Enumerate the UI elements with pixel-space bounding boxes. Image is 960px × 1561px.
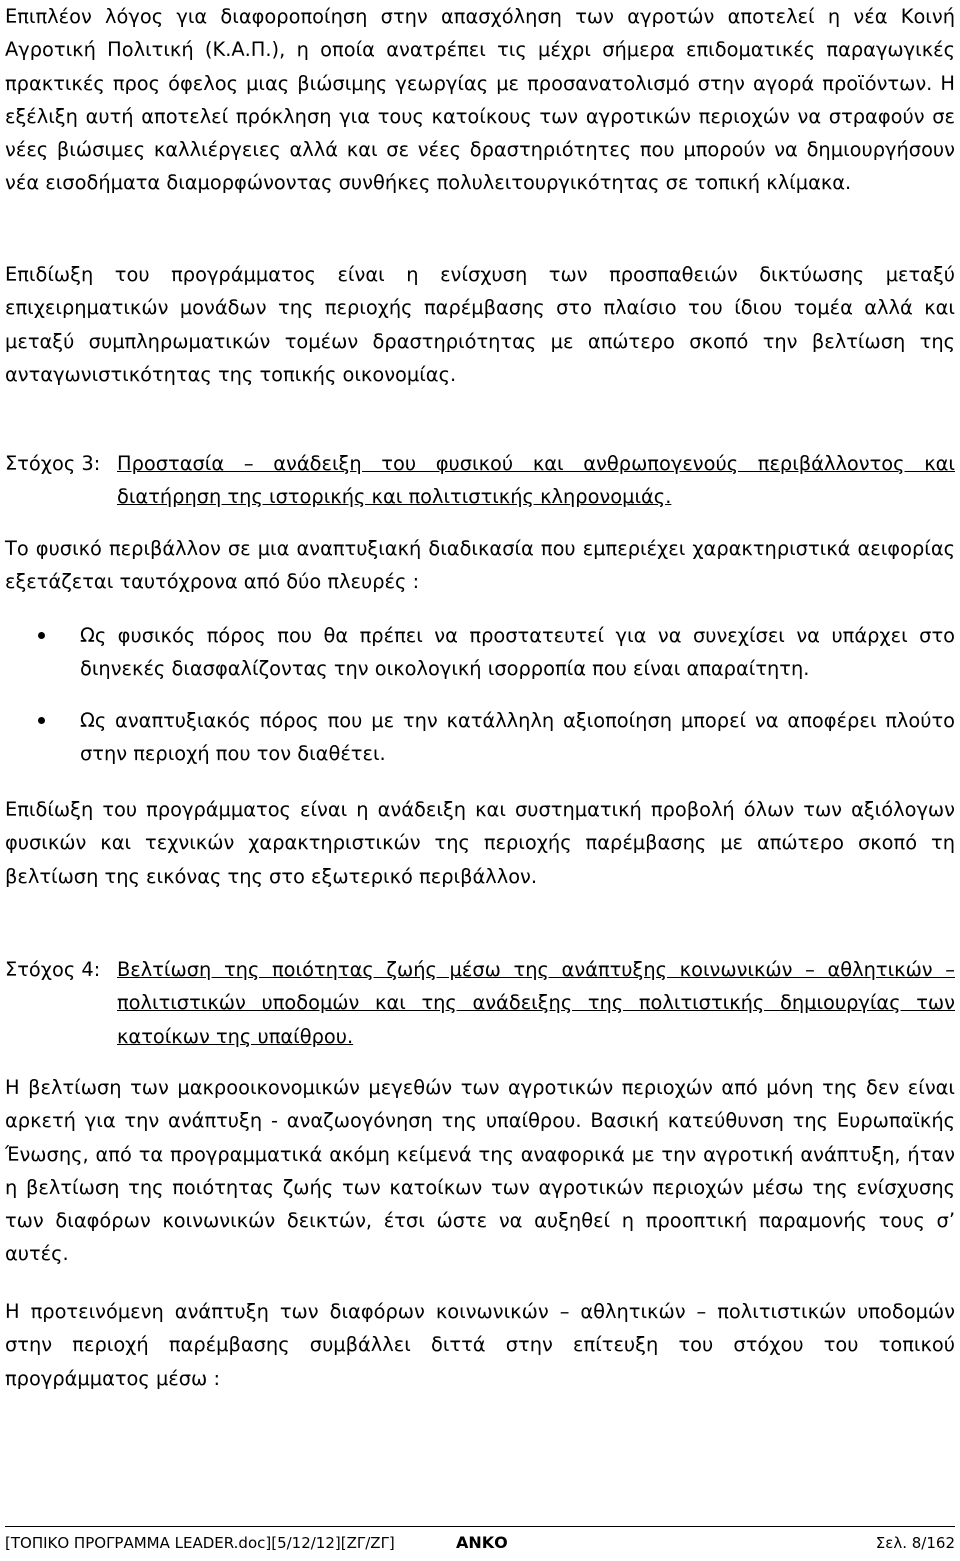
goal-4-heading (5, 953, 955, 1053)
list-item-text: Ως αναπτυξιακός πόρος που με την κατάλληλη αξιοποίηση μπορεί να αποφέρει πλούτο στην περιοχή που τον διαθέτει. (80, 709, 955, 766)
goal-3-heading (5, 447, 955, 514)
list-item (5, 704, 955, 771)
paragraph-infrastructure: Η προτεινόμενη ανάπτυξη των διαφόρων κοινωνικών – αθλητικών – πολιτιστικών υποδομών στην περιοχή παρέμβασης συμβάλλει διττά στην επίτευξη του στόχου του τοπικού προγράμματος μέσω : (5, 1300, 955, 1390)
footer-page-number: Σελ. 8/162 (875, 1534, 955, 1552)
page-footer (5, 1526, 955, 1557)
bullet-icon (5, 704, 80, 771)
bullet-icon (5, 619, 80, 686)
goal-3-label: Στόχος 3: (5, 452, 101, 475)
paragraph-natural-environment: Το φυσικό περιβάλλον σε μια αναπτυξιακή διαδικασία που εμπεριέχει χαρακτηριστικά αειφορίας εξετάζεται ταυτόχρονα από δύο πλευρές : (5, 537, 955, 594)
paragraph-networking-goal: Επιδίωξη του προγράμματος είναι η ενίσχυση των προσπαθειών δικτύωσης μεταξύ επιχειρηματικών μονάδων της περιοχής παρέμβασης στο πλαίσιο του ίδιου τομέα αλλά και μεταξύ συμπληρωματικών τομέων δραστηριότητας με απώτερο σκοπό την βελτίωση της ανταγωνιστικότητας της τοπικής οικονομίας. (5, 263, 955, 386)
paragraph-promotion-goal: Επιδίωξη του προγράμματος είναι η ανάδειξη και συστηματική προβολή όλων των αξιόλογων φυσικών και τεχνικών χαρακτηριστικών της περιοχής παρέμβασης με απώτερο σκοπό τη βελτίωση της εικόνας της στο εξωτερικό περιβάλλον. (5, 798, 955, 888)
paragraph-quality-of-life: Η βελτίωση των μακροοικονομικών μεγεθών των αγροτικών περιοχών από μόνη της δεν είναι αρκετή για την ανάπτυξη - αναζωογόνηση της υπαίθρου. Βασική κατεύθυνση της Ευρωπαϊκής Ένωσης, από τα προγραμματικά ακόμη κείμενά της αναφορικά με την αγροτική ανάπτυξη, ήταν η βελτίωση της ποιότητας ζωής των κατοίκων των αγροτικών περιοχών μέσω της ενίσχυσης των διαφόρων κοινωνικών δεικτών, έτσι ώστε να αυξηθεί η προοπτική παραμονής τους σ’ αυτές. (5, 1076, 955, 1266)
footer-document-info: [ΤΟΠΙΚΟ ΠΡΟΓΡΑΜΜΑ LEADER.doc][5/12/12][ΖΓ/ΖΓ] (5, 1534, 395, 1552)
list-item-text: Ως φυσικός πόρος που θα πρέπει να προστατευτεί για να συνεχίσει να υπάρχει στο διηνεκές διασφαλίζοντας την οικολογική ισορροπία που είναι απαραίτητη. (80, 624, 955, 681)
footer-organization: ΑΝΚΟ (456, 1533, 508, 1552)
paragraph-cap-diversification: Επιπλέον λόγος για διαφοροποίηση στην απασχόληση των αγροτών αποτελεί η νέα Κοινή Αγροτική Πολιτική (Κ.Α.Π.), η οποία ανατρέπει τις μέχρι σήμερα επιδοματικές παραγωγικές πρακτικές προς όφελος μιας βιώσιμης γεωργίας με προσανατολισμό στην αγορά προϊόντων. Η εξέλιξη αυτή αποτελεί πρόκληση για τους κατοίκους των αγροτικών περιοχών να στραφούν σε νέες βιώσιμες καλλιέργειες αλλά και σε νέες δραστηριότητες που μπορούν να δημιουργήσουν νέα εισοδήματα διαμορφώνοντας συνθήκες πολυλειτουργικότητας σε τοπική κλίμακα. (5, 5, 955, 195)
goal-4-title: Βελτίωση της ποιότητας ζωής μέσω της ανάπτυξης κοινωνικών – αθλητικών – πολιτιστικών υποδομών και της ανάδειξης της πολιτιστικής δημιουργίας των κατοίκων της υπαίθρου. (117, 958, 955, 1048)
goal-4-label: Στόχος 4: (5, 958, 101, 981)
list-item (5, 619, 955, 686)
goal-3-title: Προστασία – ανάδειξη του φυσικού και ανθρωπογενούς περιβάλλοντος και διατήρηση της ιστορικής και πολιτιστικής κληρονομιάς. (117, 452, 955, 509)
